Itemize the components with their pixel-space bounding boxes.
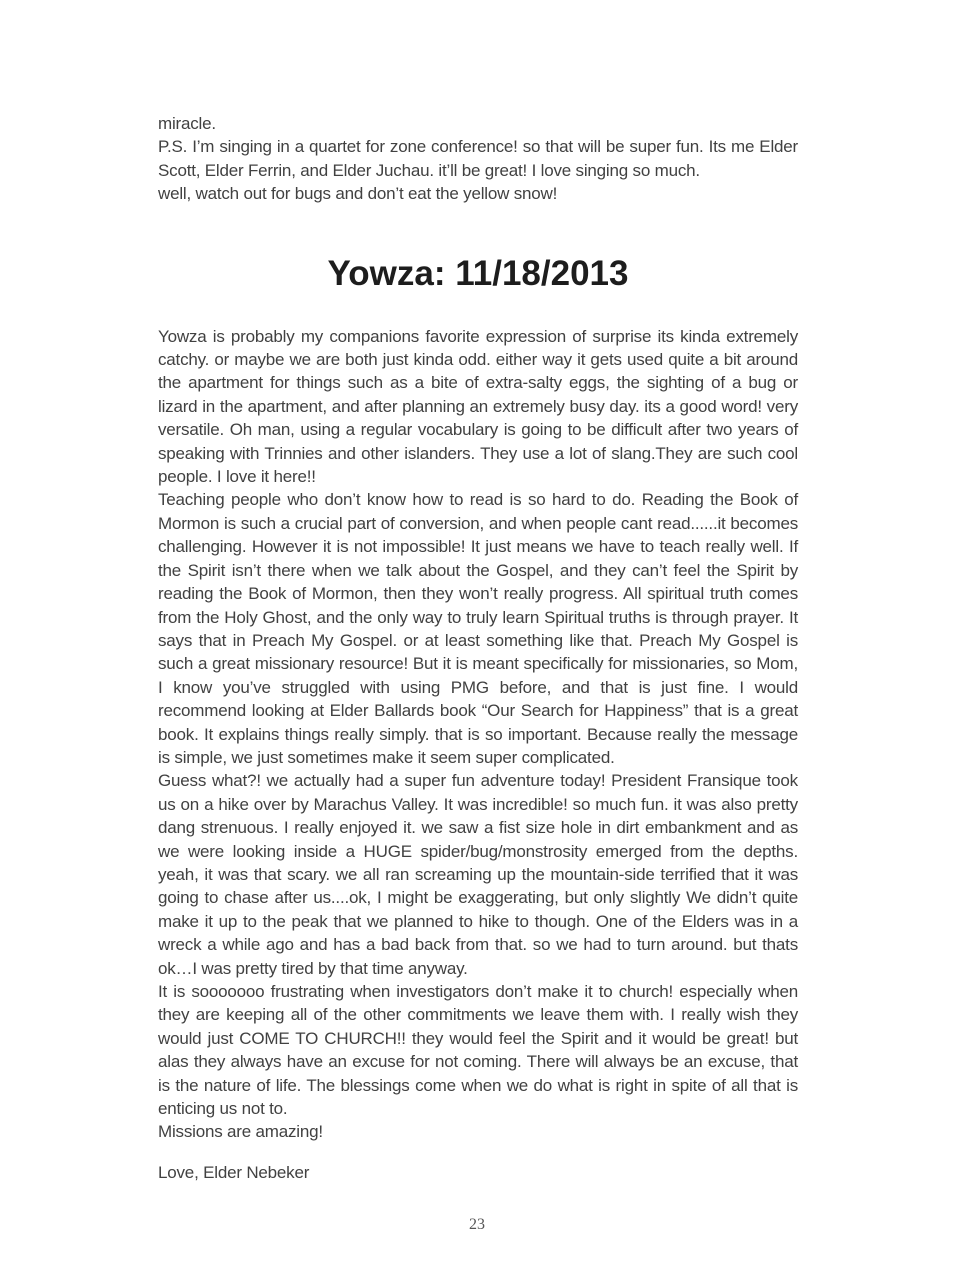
entry-paragraph-adventure: Guess what?! we actually had a super fun adventure today! President Fransique took us on a hike over by Marachus Valley. It was incredible! so much fun. it was also pretty dang strenuous. I really enjoyed it. we saw a fist size hole in dirt embankment and as we were looking inside a HUGE spider/bug/monstrosity emerged from the depths. yeah, it was that scary. we all ran screaming up the mountain-side terrified that it was going to chase after us....ok, I might be exaggerating, but only slightly We didn’t quite make it up to the peak that we planned to hike to though. One of the Elders was in a wreck a while ago and has a bad back from that. so we had to turn around. but thats ok…I was pretty tired by that time anyway. [158, 771, 798, 978]
intro-line-miracle: miracle. [158, 114, 216, 133]
page-content [158, 112, 798, 1184]
entry-title: Yowza: 11/18/2013 [327, 253, 629, 293]
page-number: 23 [469, 1216, 485, 1233]
signature: Love, Elder Nebeker [158, 1162, 310, 1182]
intro-line-snow: well, watch out for bugs and don’t eat the yellow snow! [158, 184, 558, 204]
entry-paragraph-yowza: Yowza is probably my companions favorite expression of surprise its kinda extremely catchy. or maybe we are both just kinda odd. either way it gets used quite a bit around the apartment for things such as a bite of extra-salty eggs, the sighting of a bug or lizard in the apartment, and after planning an extremely busy day. its a good word! very versatile. Oh man, using a regular vocabulary is going to be difficult after two years of speaking with Trinnies and other islanders. They use a lot of slang.They are such cool people. I love it here!! [158, 326, 798, 487]
entry-paragraph-missions: Missions are amazing! [158, 1122, 323, 1142]
intro-line-ps: P.S. I’m singing in a quartet for zone conference! so that will be super fun. Its me Elder Scott, Elder Ferrin, and Elder Juchau. it’ll be great! I love singing so much. [158, 137, 798, 180]
entry-paragraph-frustrating: It is sooooooo frustrating when investigators don’t make it to church! especially when they are keeping all of the other commitments we leave them with. I really wish they would just COME TO CHURCH!! they would feel the Spirit and it would be great! but alas they always have an excuse for not coming. There will always be an excuse, that is the nature of life. The blessings come when we do what is right in spite of all that is enticing us not to. [158, 982, 798, 1119]
entry-paragraph-teaching: Teaching people who don’t know how to read is so hard to do. Reading the Book of Mormon is such a crucial part of conversion, and when people cant read......it becomes challenging. However it is not impossible! It just means we have to teach really well. If the Spirit isn’t there when we talk about the Gospel, and they can’t feel the Spirit by reading the Book of Mormon, then they won’t really progress. All spiritual truth comes from the Holy Ghost, and the only way to truly learn Spiritual truths is through prayer. It says that in Preach My Gospel. or at least something like that. Preach My Gospel is such a great missionary resource! But it is meant specifically for missionaries, so Mom, I know you’ve struggled with using PMG before, and that is just fine. I would recommend looking at Elder Ballards book “Our Search for Happiness” that is a great book. It explains things really simply. that is so important. Because really the message is simple, we just sometimes make it seem super complicated. [158, 490, 798, 767]
